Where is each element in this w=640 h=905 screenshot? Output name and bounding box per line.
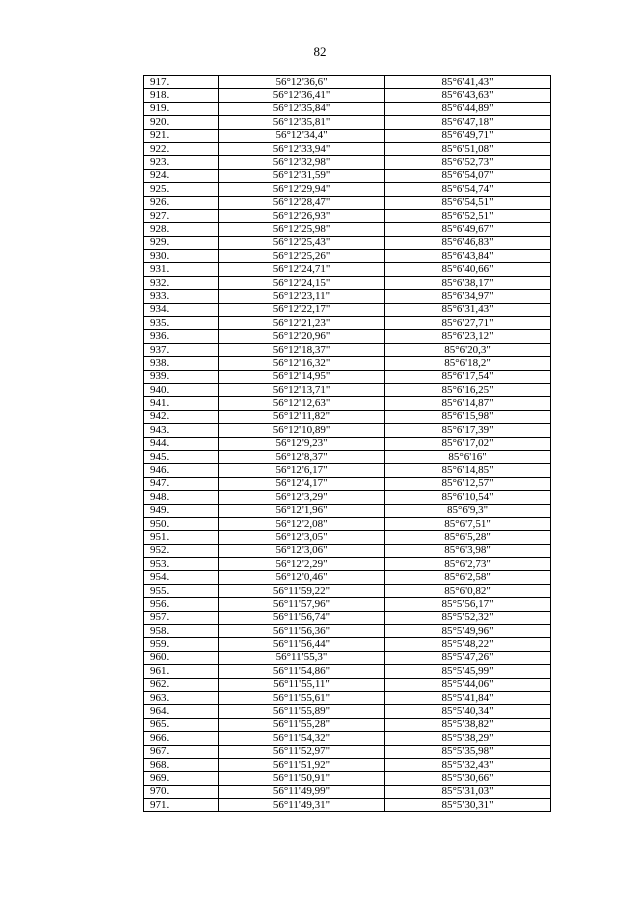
latitude-cell: 56°12'33,94": [219, 142, 385, 155]
point-number-cell: 965.: [144, 718, 219, 731]
longitude-cell: 85°6'43,63": [385, 89, 551, 102]
table-row: [144, 276, 551, 289]
point-number-cell: 924.: [144, 169, 219, 182]
table-row: [144, 772, 551, 785]
longitude-cell: 85°6'12,57": [385, 477, 551, 490]
latitude-cell: 56°11'55,89": [219, 705, 385, 718]
point-number-cell: 967.: [144, 745, 219, 758]
latitude-cell: 56°12'29,94": [219, 183, 385, 196]
latitude-cell: 56°11'55,28": [219, 718, 385, 731]
table-row: [144, 196, 551, 209]
longitude-cell: 85°6'10,54": [385, 491, 551, 504]
latitude-cell: 56°12'21,23": [219, 317, 385, 330]
point-number-cell: 928.: [144, 223, 219, 236]
coordinates-table-body: [144, 76, 551, 812]
latitude-cell: 56°12'34,4": [219, 129, 385, 142]
point-number-cell: 929.: [144, 236, 219, 249]
table-row: [144, 611, 551, 624]
point-number-cell: 950.: [144, 517, 219, 530]
longitude-cell: 85°6'14,85": [385, 464, 551, 477]
point-number-cell: 971.: [144, 799, 219, 812]
latitude-cell: 56°12'12,63": [219, 397, 385, 410]
latitude-cell: 56°11'50,91": [219, 772, 385, 785]
latitude-cell: 56°12'25,98": [219, 223, 385, 236]
latitude-cell: 56°11'59,22": [219, 584, 385, 597]
table-row: [144, 116, 551, 129]
longitude-cell: 85°5'56,17": [385, 598, 551, 611]
table-row: [144, 665, 551, 678]
longitude-cell: 85°6'3,98": [385, 544, 551, 557]
longitude-cell: 85°5'41,84": [385, 691, 551, 704]
longitude-cell: 85°6'16,25": [385, 383, 551, 396]
table-row: [144, 343, 551, 356]
table-row: [144, 263, 551, 276]
point-number-cell: 930.: [144, 250, 219, 263]
table-row: [144, 129, 551, 142]
table-row: [144, 89, 551, 102]
table-row: [144, 571, 551, 584]
point-number-cell: 970.: [144, 785, 219, 798]
latitude-cell: 56°12'25,43": [219, 236, 385, 249]
point-number-cell: 939.: [144, 370, 219, 383]
longitude-cell: 85°5'32,43": [385, 758, 551, 771]
point-number-cell: 949.: [144, 504, 219, 517]
point-number-cell: 945.: [144, 450, 219, 463]
latitude-cell: 56°11'56,44": [219, 638, 385, 651]
point-number-cell: 940.: [144, 383, 219, 396]
latitude-cell: 56°12'0,46": [219, 571, 385, 584]
point-number-cell: 958.: [144, 625, 219, 638]
latitude-cell: 56°12'4,17": [219, 477, 385, 490]
table-row: [144, 370, 551, 383]
point-number-cell: 964.: [144, 705, 219, 718]
longitude-cell: 85°5'48,22": [385, 638, 551, 651]
table-row: [144, 397, 551, 410]
table-row: [144, 383, 551, 396]
point-number-cell: 969.: [144, 772, 219, 785]
point-number-cell: 946.: [144, 464, 219, 477]
table-row: [144, 785, 551, 798]
point-number-cell: 937.: [144, 343, 219, 356]
latitude-cell: 56°12'18,37": [219, 343, 385, 356]
table-row: [144, 638, 551, 651]
longitude-cell: 85°6'2,58": [385, 571, 551, 584]
latitude-cell: 56°12'26,93": [219, 209, 385, 222]
latitude-cell: 56°12'10,89": [219, 424, 385, 437]
longitude-cell: 85°5'30,66": [385, 772, 551, 785]
latitude-cell: 56°11'56,74": [219, 611, 385, 624]
latitude-cell: 56°12'20,96": [219, 330, 385, 343]
point-number-cell: 963.: [144, 691, 219, 704]
latitude-cell: 56°12'2,29": [219, 558, 385, 571]
table-row: [144, 732, 551, 745]
table-row: [144, 410, 551, 423]
table-row: [144, 691, 551, 704]
longitude-cell: 85°6'15,98": [385, 410, 551, 423]
point-number-cell: 962.: [144, 678, 219, 691]
point-number-cell: 941.: [144, 397, 219, 410]
latitude-cell: 56°11'56,36": [219, 625, 385, 638]
point-number-cell: 923.: [144, 156, 219, 169]
longitude-cell: 85°6'41,43": [385, 76, 551, 89]
latitude-cell: 56°12'23,11": [219, 290, 385, 303]
point-number-cell: 936.: [144, 330, 219, 343]
point-number-cell: 968.: [144, 758, 219, 771]
longitude-cell: 85°6'18,2": [385, 357, 551, 370]
point-number-cell: 938.: [144, 357, 219, 370]
point-number-cell: 952.: [144, 544, 219, 557]
point-number-cell: 922.: [144, 142, 219, 155]
point-number-cell: 961.: [144, 665, 219, 678]
longitude-cell: 85°5'30,31": [385, 799, 551, 812]
latitude-cell: 56°12'1,96": [219, 504, 385, 517]
table-row: [144, 76, 551, 89]
point-number-cell: 948.: [144, 491, 219, 504]
longitude-cell: 85°5'38,29": [385, 732, 551, 745]
table-row: [144, 250, 551, 263]
latitude-cell: 56°11'55,3": [219, 651, 385, 664]
latitude-cell: 56°12'13,71": [219, 383, 385, 396]
table-row: [144, 584, 551, 597]
table-row: [144, 678, 551, 691]
latitude-cell: 56°12'14,95": [219, 370, 385, 383]
longitude-cell: 85°6'5,28": [385, 531, 551, 544]
longitude-cell: 85°6'54,51": [385, 196, 551, 209]
table-row: [144, 209, 551, 222]
latitude-cell: 56°12'8,37": [219, 450, 385, 463]
latitude-cell: 56°12'2,08": [219, 517, 385, 530]
longitude-cell: 85°6'43,84": [385, 250, 551, 263]
longitude-cell: 85°6'49,67": [385, 223, 551, 236]
table-row: [144, 330, 551, 343]
longitude-cell: 85°6'27,71": [385, 317, 551, 330]
latitude-cell: 56°12'3,06": [219, 544, 385, 557]
longitude-cell: 85°6'17,54": [385, 370, 551, 383]
table-row: [144, 758, 551, 771]
coordinates-table: [143, 75, 551, 812]
latitude-cell: 56°12'31,59": [219, 169, 385, 182]
point-number-cell: 959.: [144, 638, 219, 651]
point-number-cell: 935.: [144, 317, 219, 330]
table-row: [144, 223, 551, 236]
table-row: [144, 169, 551, 182]
latitude-cell: 56°12'25,26": [219, 250, 385, 263]
point-number-cell: 926.: [144, 196, 219, 209]
longitude-cell: 85°6'0,82": [385, 584, 551, 597]
longitude-cell: 85°6'44,89": [385, 102, 551, 115]
longitude-cell: 85°5'52,32": [385, 611, 551, 624]
latitude-cell: 56°12'3,29": [219, 491, 385, 504]
latitude-cell: 56°12'28,47": [219, 196, 385, 209]
table-row: [144, 491, 551, 504]
point-number-cell: 953.: [144, 558, 219, 571]
latitude-cell: 56°12'35,84": [219, 102, 385, 115]
latitude-cell: 56°11'51,92": [219, 758, 385, 771]
point-number-cell: 944.: [144, 437, 219, 450]
table-row: [144, 718, 551, 731]
table-row: [144, 799, 551, 812]
point-number-cell: 957.: [144, 611, 219, 624]
longitude-cell: 85°6'23,12": [385, 330, 551, 343]
longitude-cell: 85°5'40,34": [385, 705, 551, 718]
longitude-cell: 85°6'14,87": [385, 397, 551, 410]
table-row: [144, 142, 551, 155]
point-number-cell: 927.: [144, 209, 219, 222]
longitude-cell: 85°6'17,02": [385, 437, 551, 450]
point-number-cell: 966.: [144, 732, 219, 745]
table-row: [144, 745, 551, 758]
point-number-cell: 918.: [144, 89, 219, 102]
longitude-cell: 85°6'47,18": [385, 116, 551, 129]
table-row: [144, 625, 551, 638]
table-row: [144, 558, 551, 571]
longitude-cell: 85°5'47,26": [385, 651, 551, 664]
longitude-cell: 85°6'38,17": [385, 276, 551, 289]
point-number-cell: 942.: [144, 410, 219, 423]
longitude-cell: 85°6'34,97": [385, 290, 551, 303]
longitude-cell: 85°6'51,08": [385, 142, 551, 155]
point-number-cell: 960.: [144, 651, 219, 664]
longitude-cell: 85°6'7,51": [385, 517, 551, 530]
latitude-cell: 56°11'54,32": [219, 732, 385, 745]
latitude-cell: 56°12'35,81": [219, 116, 385, 129]
latitude-cell: 56°11'55,61": [219, 691, 385, 704]
table-row: [144, 290, 551, 303]
table-row: [144, 156, 551, 169]
longitude-cell: 85°5'31,03": [385, 785, 551, 798]
latitude-cell: 56°12'36,6": [219, 76, 385, 89]
longitude-cell: 85°5'38,82": [385, 718, 551, 731]
table-row: [144, 236, 551, 249]
point-number-cell: 934.: [144, 303, 219, 316]
latitude-cell: 56°11'49,99": [219, 785, 385, 798]
point-number-cell: 932.: [144, 276, 219, 289]
table-row: [144, 544, 551, 557]
point-number-cell: 925.: [144, 183, 219, 196]
table-row: [144, 303, 551, 316]
latitude-cell: 56°11'57,96": [219, 598, 385, 611]
point-number-cell: 919.: [144, 102, 219, 115]
latitude-cell: 56°12'36,41": [219, 89, 385, 102]
latitude-cell: 56°12'16,32": [219, 357, 385, 370]
longitude-cell: 85°6'54,07": [385, 169, 551, 182]
latitude-cell: 56°12'9,23": [219, 437, 385, 450]
table-row: [144, 437, 551, 450]
longitude-cell: 85°6'20,3": [385, 343, 551, 356]
longitude-cell: 85°6'46,83": [385, 236, 551, 249]
longitude-cell: 85°6'52,51": [385, 209, 551, 222]
latitude-cell: 56°12'6,17": [219, 464, 385, 477]
point-number-cell: 917.: [144, 76, 219, 89]
latitude-cell: 56°12'24,71": [219, 263, 385, 276]
longitude-cell: 85°6'49,71": [385, 129, 551, 142]
latitude-cell: 56°12'24,15": [219, 276, 385, 289]
longitude-cell: 85°5'35,98": [385, 745, 551, 758]
table-row: [144, 183, 551, 196]
table-row: [144, 705, 551, 718]
point-number-cell: 931.: [144, 263, 219, 276]
point-number-cell: 954.: [144, 571, 219, 584]
point-number-cell: 933.: [144, 290, 219, 303]
table-row: [144, 357, 551, 370]
longitude-cell: 85°6'9,3": [385, 504, 551, 517]
latitude-cell: 56°11'52,97": [219, 745, 385, 758]
table-row: [144, 464, 551, 477]
longitude-cell: 85°6'17,39": [385, 424, 551, 437]
table-row: [144, 317, 551, 330]
longitude-cell: 85°6'40,66": [385, 263, 551, 276]
latitude-cell: 56°11'49,31": [219, 799, 385, 812]
longitude-cell: 85°6'16": [385, 450, 551, 463]
longitude-cell: 85°5'49,96": [385, 625, 551, 638]
table-row: [144, 477, 551, 490]
longitude-cell: 85°6'31,43": [385, 303, 551, 316]
longitude-cell: 85°6'2,73": [385, 558, 551, 571]
longitude-cell: 85°6'52,73": [385, 156, 551, 169]
page-number: 82: [313, 44, 327, 59]
latitude-cell: 56°12'3,05": [219, 531, 385, 544]
point-number-cell: 951.: [144, 531, 219, 544]
longitude-cell: 85°6'54,74": [385, 183, 551, 196]
table-row: [144, 504, 551, 517]
table-row: [144, 517, 551, 530]
latitude-cell: 56°11'54,86": [219, 665, 385, 678]
table-row: [144, 651, 551, 664]
table-row: [144, 450, 551, 463]
point-number-cell: 921.: [144, 129, 219, 142]
point-number-cell: 947.: [144, 477, 219, 490]
table-row: [144, 102, 551, 115]
point-number-cell: 943.: [144, 424, 219, 437]
longitude-cell: 85°5'44,06": [385, 678, 551, 691]
latitude-cell: 56°12'32,98": [219, 156, 385, 169]
latitude-cell: 56°11'55,11": [219, 678, 385, 691]
longitude-cell: 85°5'45,99": [385, 665, 551, 678]
table-row: [144, 424, 551, 437]
latitude-cell: 56°12'11,82": [219, 410, 385, 423]
point-number-cell: 920.: [144, 116, 219, 129]
point-number-cell: 956.: [144, 598, 219, 611]
table-row: [144, 531, 551, 544]
latitude-cell: 56°12'22,17": [219, 303, 385, 316]
point-number-cell: 955.: [144, 584, 219, 597]
table-row: [144, 598, 551, 611]
